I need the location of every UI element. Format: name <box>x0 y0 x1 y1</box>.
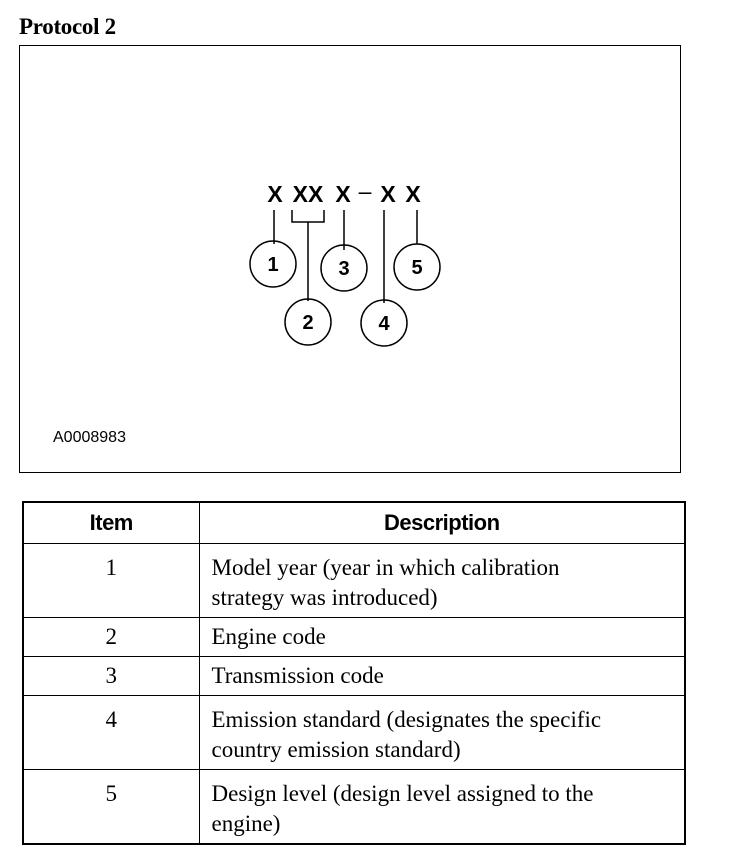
code-char-1: X <box>267 181 283 207</box>
table-row <box>23 617 685 656</box>
description-line: country emission standard) <box>211 736 461 762</box>
table-header-row <box>23 502 685 543</box>
item-description <box>199 543 685 617</box>
code-char-3: X <box>335 181 351 207</box>
header-description: Description <box>199 502 685 543</box>
item-description <box>199 695 685 769</box>
item-description <box>199 769 685 844</box>
table-row <box>23 656 685 695</box>
item-number: 4 <box>23 695 199 769</box>
callout-label-4: 4 <box>378 313 390 335</box>
code-char-5: X <box>405 181 421 207</box>
table-row <box>23 769 685 844</box>
table-row <box>23 695 685 769</box>
callout-label-2: 2 <box>302 312 314 334</box>
item-number: 3 <box>23 656 199 695</box>
description-line: Transmission code <box>211 662 384 688</box>
code-char-4: X <box>380 181 396 207</box>
page-title: Protocol 2 <box>19 14 116 39</box>
description-line: Emission standard (designates the specific <box>211 706 602 732</box>
callout-label-1: 1 <box>267 254 279 276</box>
callout-label-3: 3 <box>338 258 350 280</box>
description-line: Design level (design level assigned to the <box>211 780 594 806</box>
item-description-table <box>22 501 686 845</box>
figure-id: A0008983 <box>53 429 126 446</box>
code-char-2: XX <box>292 181 324 207</box>
description-line: strategy was introduced) <box>211 584 438 610</box>
item-description <box>199 656 685 695</box>
code-diagram <box>19 45 681 473</box>
header-item: Item <box>23 502 199 543</box>
bracket-2 <box>292 210 324 222</box>
code-dash: – <box>358 178 372 204</box>
callout-label-5: 5 <box>411 257 423 279</box>
description-line: Engine code <box>211 623 326 649</box>
code-diagram-svg <box>20 46 682 474</box>
description-line: Model year (year in which calibration <box>211 554 560 580</box>
item-number: 1 <box>23 543 199 617</box>
table-row <box>23 543 685 617</box>
item-description <box>199 617 685 656</box>
item-number: 2 <box>23 617 199 656</box>
item-number: 5 <box>23 769 199 844</box>
description-line: engine) <box>211 810 281 836</box>
